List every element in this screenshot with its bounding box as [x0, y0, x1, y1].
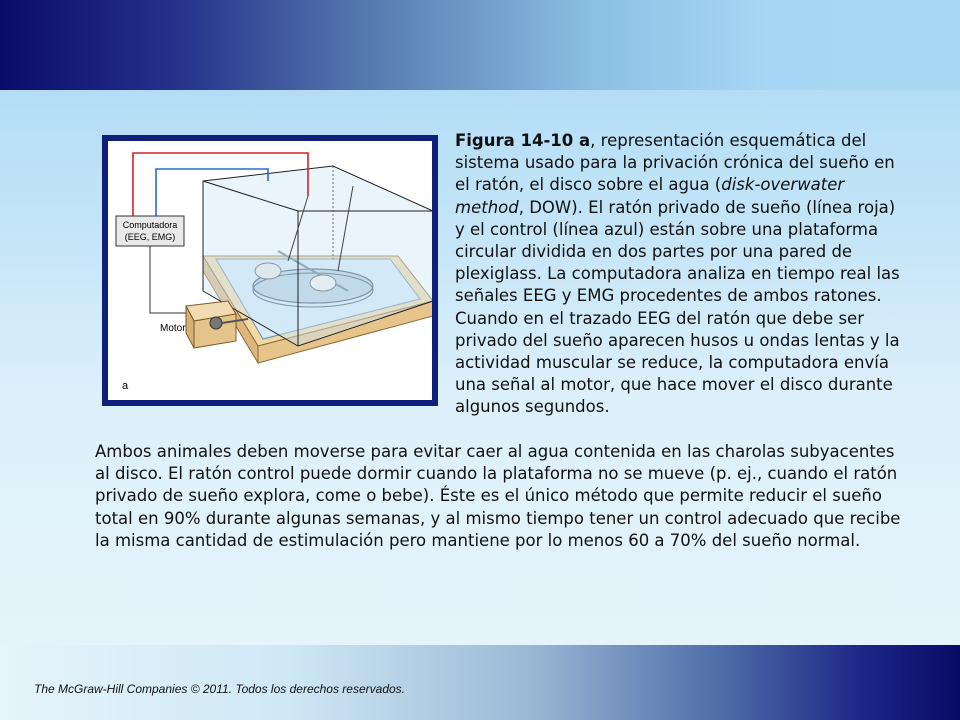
copyright-footer: The McGraw-Hill Companies © 2011. Todos los derechos reservados. [34, 682, 406, 696]
caption-text-1: , representación esquemática del sistema usado para la privación crónica del sueño en el ratón, el disco sobre el agua ( [455, 131, 895, 195]
body-paragraph: Ambos animales deben moverse para evitar caer al agua contenida en las charolas subyacentes al disco. El ratón control puede dormir cuando la plataforma no se mueve (p. ej., cuando el ratón privado de sueño explora, come o bebe). Éste es el único método que permite reducir el sueño total en 90% durante algunas semanas, y al mismo tiempo tener un control adecuado que recibe la misma cantidad de estimulación pero mantiene por lo menos 60 a 70% del sueño normal. [95, 442, 901, 550]
figure-caption [455, 130, 900, 419]
dow-apparatus-diagram [108, 141, 432, 400]
motor-gear-icon [210, 317, 222, 329]
panel-letter: a [122, 380, 129, 392]
computer-label-1: Computadora [122, 220, 178, 230]
computer-label-2: (EEG, EMG) [124, 232, 176, 242]
figure-frame [102, 135, 438, 406]
figure-illustration [108, 141, 432, 400]
caption-italic: disk-overwater method [455, 175, 845, 217]
caption-text-2: , DOW). El ratón privado de sueño (línea roja) y el control (línea azul) están sobre una plataforma circular dividida en dos partes por una pared de plexiglass. La computadora analiza en tiempo real las señales EEG y EMG procedentes de ambos ratones. Cuando en el trazado EEG del ratón que debe ser privado del sueño aparecen husos u ondas lentas y la actividad muscular se reduce, la computadora envía una señal al motor, que hace mover el disco durante algunos segundos. [455, 197, 900, 417]
header-gradient-bar [0, 0, 960, 90]
motor-control-line [150, 246, 198, 313]
figure-title: Figura 14-10 a [455, 131, 591, 150]
motor-label: Motor [160, 323, 186, 334]
